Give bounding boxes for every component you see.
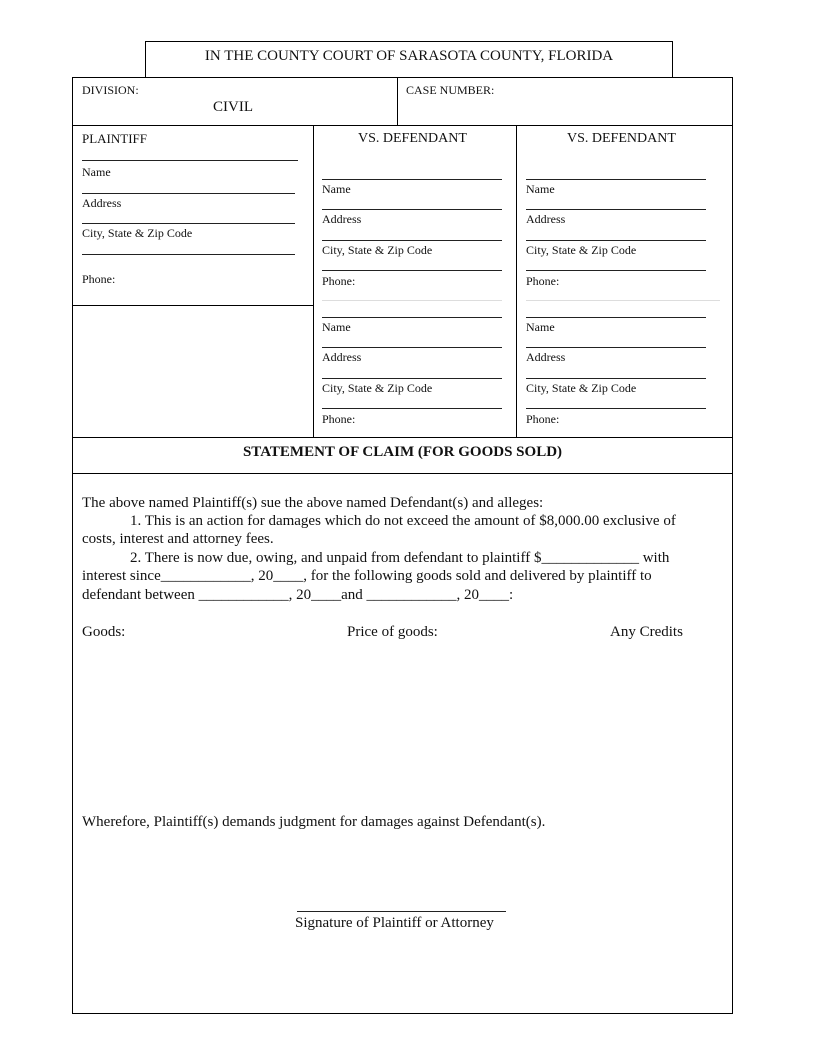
defendant-2-heading: VS. DEFENDANT (567, 131, 676, 146)
goods-column-label: Goods: (82, 624, 126, 640)
defendant-2b-address-label: Address (526, 350, 566, 364)
defendant-1b-city-line[interactable] (322, 378, 502, 379)
paragraph-1-line-2: costs, interest and attorney fees. (82, 531, 274, 547)
defendant-2b-phone-label: Phone: (526, 412, 560, 426)
plaintiff-name-line[interactable] (82, 160, 298, 161)
defendant-2a-address-line[interactable] (526, 209, 706, 210)
party-divider-2 (516, 125, 517, 438)
plaintiff-phone-line[interactable] (82, 254, 295, 255)
plaintiff-name-label: Name (82, 165, 111, 179)
party-section-bottom (72, 437, 733, 438)
division-value: CIVIL (213, 99, 253, 115)
division-label: DIVISION: (82, 83, 139, 97)
paragraph-2-line-2: interest since____________, 20____, for the following goods sold and delivered by plaintiff to (82, 568, 652, 584)
intro-paragraph: The above named Plaintiff(s) sue the above named Defendant(s) and alleges: (82, 495, 544, 511)
defendant-2a-address-label: Address (526, 212, 566, 226)
paragraph-2-line-3: defendant between ____________, 20____and ____________, 20____: (82, 587, 514, 603)
defendant-1b-address-line[interactable] (322, 347, 502, 348)
defendant-2-separator (526, 300, 720, 301)
plaintiff-heading: PLAINTIFF (82, 131, 148, 146)
defendant-1a-phone-label: Phone: (322, 274, 356, 288)
defendant-2b-name-line[interactable] (526, 317, 706, 318)
party-divider-1 (313, 125, 314, 438)
defendant-1b-name-line[interactable] (322, 317, 502, 318)
defendant-1a-address-line[interactable] (322, 209, 502, 210)
paragraph-1-line-1: 1. This is an action for damages which do not exceed the amount of $8,000.00 exclusive of (130, 513, 676, 529)
court-title: IN THE COUNTY COURT OF SARASOTA COUNTY, FLORIDA (204, 48, 614, 64)
division-divider (397, 77, 398, 125)
defendant-1-heading: VS. DEFENDANT (358, 131, 467, 146)
defendant-1b-city-label: City, State & Zip Code (322, 381, 433, 395)
credits-column-label: Any Credits (610, 624, 683, 640)
defendant-2a-name-line[interactable] (526, 179, 706, 180)
plaintiff-address-label: Address (82, 196, 122, 210)
defendant-2a-name-label: Name (526, 182, 555, 196)
defendant-1b-name-label: Name (322, 320, 351, 334)
defendant-1b-phone-line[interactable] (322, 408, 502, 409)
defendant-1a-name-label: Name (322, 182, 351, 196)
wherefore-clause: Wherefore, Plaintiff(s) demands judgment for damages against Defendant(s). (82, 814, 546, 830)
division-row-bottom (72, 125, 733, 126)
defendant-1b-address-label: Address (322, 350, 362, 364)
plaintiff-box-bottom (72, 305, 313, 306)
statement-title: STATEMENT OF CLAIM (FOR GOODS SOLD) (242, 444, 563, 460)
defendant-1-separator (322, 300, 502, 301)
plaintiff-phone-label: Phone: (82, 272, 116, 286)
defendant-1a-address-label: Address (322, 212, 362, 226)
defendant-1a-name-line[interactable] (322, 179, 502, 180)
statement-title-bottom (72, 473, 733, 474)
signature-line[interactable] (297, 911, 506, 912)
defendant-2a-city-label: City, State & Zip Code (526, 243, 637, 257)
paragraph-2-line-1: 2. There is now due, owing, and unpaid from defendant to plaintiff $_____________ with (130, 550, 670, 566)
defendant-2a-phone-line[interactable] (526, 270, 706, 271)
defendant-1a-city-line[interactable] (322, 240, 502, 241)
defendant-1a-city-label: City, State & Zip Code (322, 243, 433, 257)
defendant-2b-name-label: Name (526, 320, 555, 334)
price-column-label: Price of goods: (347, 624, 438, 640)
defendant-2a-city-line[interactable] (526, 240, 706, 241)
case-number-label: CASE NUMBER: (406, 83, 495, 97)
defendant-1b-phone-label: Phone: (322, 412, 356, 426)
defendant-2b-city-label: City, State & Zip Code (526, 381, 637, 395)
plaintiff-address-line[interactable] (82, 193, 295, 194)
signature-label: Signature of Plaintiff or Attorney (295, 915, 494, 931)
plaintiff-city-line[interactable] (82, 223, 295, 224)
defendant-2b-phone-line[interactable] (526, 408, 706, 409)
defendant-1a-phone-line[interactable] (322, 270, 502, 271)
defendant-2b-address-line[interactable] (526, 347, 706, 348)
defendant-2b-city-line[interactable] (526, 378, 706, 379)
defendant-2a-phone-label: Phone: (526, 274, 560, 288)
plaintiff-city-label: City, State & Zip Code (82, 226, 193, 240)
